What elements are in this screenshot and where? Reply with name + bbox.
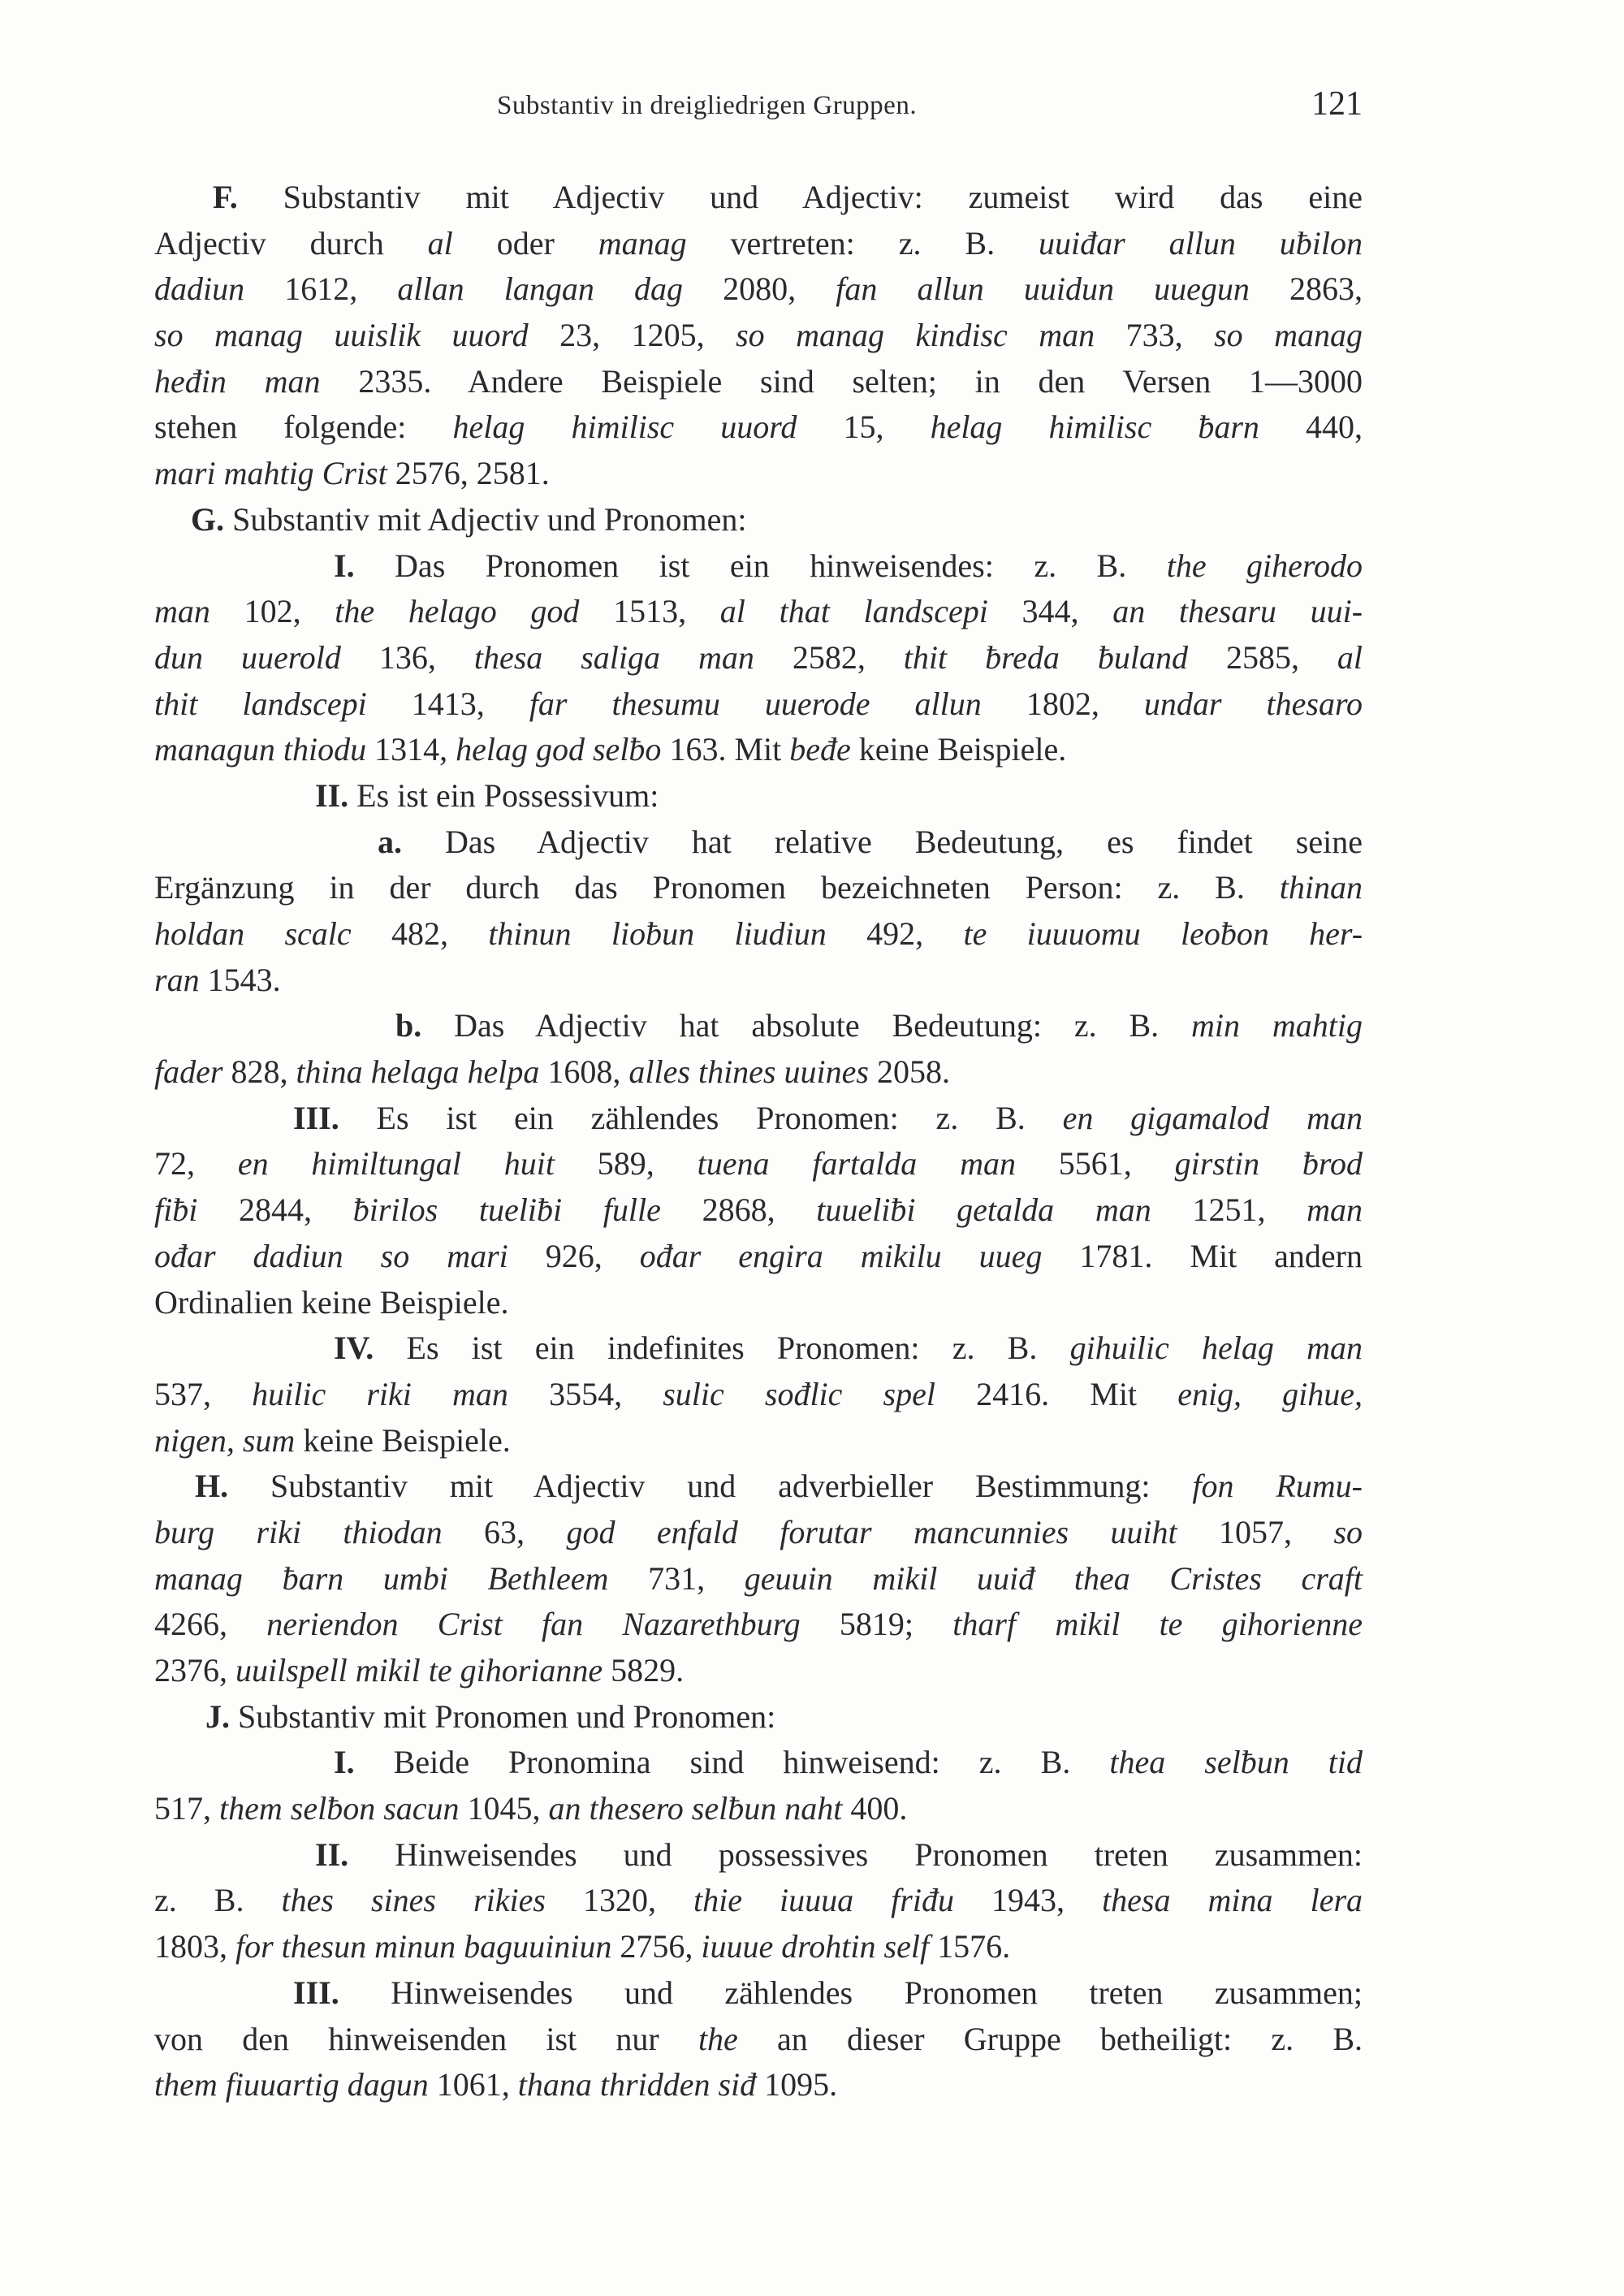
old-saxon-quotation: dadiun xyxy=(154,270,245,308)
old-saxon-quotation: holdan scalc xyxy=(154,915,352,952)
text-run: 1612, xyxy=(244,270,398,308)
page-number: 121 xyxy=(1311,85,1363,123)
text-run: 1045, xyxy=(459,1790,549,1827)
page-body-text xyxy=(154,175,1363,2108)
text-line xyxy=(154,819,1363,866)
text-line xyxy=(154,1234,1363,1280)
text-run: 63, xyxy=(442,1513,567,1550)
old-saxon-quotation: thina helaga helpa xyxy=(296,1053,540,1091)
text-run: 1781. Mit andern xyxy=(1042,1237,1363,1274)
old-saxon-quotation: huilic riki man xyxy=(252,1375,508,1412)
text-line xyxy=(154,958,1363,1004)
old-saxon-quotation: thie iuuua friđu xyxy=(693,1882,954,1919)
section-label: II. xyxy=(315,1836,349,1873)
text-run: Substantiv mit Adjectiv und Adjectiv: zumeist wird das eine xyxy=(237,179,1363,215)
old-saxon-quotation: beđe xyxy=(789,731,851,768)
old-saxon-quotation: far thesumu uuerode allun xyxy=(529,685,982,722)
text-line xyxy=(154,1878,1363,1924)
old-saxon-quotation: al xyxy=(427,224,453,262)
old-saxon-quotation: tuena fartalda man xyxy=(697,1145,1016,1183)
text-run: 2080, xyxy=(683,270,836,308)
text-run: Hinweisendes und zählendes Pronomen treten zusammen; xyxy=(339,1974,1363,2011)
section-label: II. xyxy=(315,776,349,814)
text-line xyxy=(154,221,1363,267)
old-saxon-quotation: so manag xyxy=(1214,317,1363,354)
text-line xyxy=(154,497,1363,543)
text-line xyxy=(154,1141,1363,1187)
text-run: 492, xyxy=(826,915,964,952)
old-saxon-quotation: an thesaru uui- xyxy=(1112,593,1363,630)
old-saxon-quotation: geuuin mikil uuiđ thea Cristes craft xyxy=(744,1559,1363,1597)
section-label: a. xyxy=(378,823,402,860)
old-saxon-quotation: uuiđar allun uƀilon xyxy=(1039,224,1363,262)
text-run: 1513, xyxy=(579,593,720,630)
text-run: Substantiv mit Adjectiv und adverbieller Bestimmung: xyxy=(228,1468,1193,1505)
old-saxon-quotation: fan allun uuidun uuegun xyxy=(836,270,1250,308)
text-run: 3554, xyxy=(508,1375,663,1412)
text-line xyxy=(154,175,1363,221)
text-run: von den hinweisenden ist nur xyxy=(154,2020,698,2057)
text-line xyxy=(154,1418,1363,1464)
old-saxon-quotation: the xyxy=(698,2020,738,2057)
text-run: 589, xyxy=(554,1145,698,1183)
text-line xyxy=(154,1510,1363,1556)
old-saxon-quotation: te iuuuomu leoƀon her- xyxy=(963,915,1363,952)
text-run: Das Adjectiv hat absolute Bedeutung: z. B. xyxy=(421,1007,1191,1044)
section-label: F. xyxy=(213,179,238,215)
text-line xyxy=(154,681,1363,728)
text-run: Das Pronomen ist ein hinweisendes: z. B. xyxy=(354,547,1167,584)
text-line xyxy=(154,404,1363,451)
text-run: 5561, xyxy=(1015,1145,1175,1183)
section-label: I. xyxy=(334,1744,355,1781)
old-saxon-quotation: thes sines rikies xyxy=(281,1882,546,1919)
text-run: 2844, xyxy=(197,1191,353,1229)
old-saxon-quotation: fiƀi xyxy=(154,1191,198,1229)
text-line xyxy=(154,1003,1363,1049)
old-saxon-quotation: helag god selƀo xyxy=(456,731,662,768)
text-run: 23, 1205, xyxy=(528,317,736,354)
text-run: keine Beispiele. xyxy=(295,1421,511,1459)
text-run: 2582, xyxy=(754,638,904,676)
section-label: H. xyxy=(195,1468,229,1505)
old-saxon-quotation: an thesero selƀun naht xyxy=(548,1790,843,1827)
text-run: Substantiv mit Pronomen und Pronomen: xyxy=(230,1697,776,1735)
old-saxon-quotation: tharf mikil te gihorienne xyxy=(952,1606,1363,1643)
text-line xyxy=(154,451,1363,497)
old-saxon-quotation: en himiltungal huit xyxy=(237,1145,555,1183)
old-saxon-quotation: undar thesaro xyxy=(1143,685,1363,722)
text-line xyxy=(154,1970,1363,2017)
text-run: 1413, xyxy=(366,685,529,722)
section-label: G. xyxy=(191,500,225,538)
old-saxon-quotation: the giherodo xyxy=(1166,547,1363,584)
text-run: Es ist ein Possessivum: xyxy=(348,776,659,814)
text-line xyxy=(154,727,1363,773)
old-saxon-quotation: neriendon Crist fan Nazarethburg xyxy=(266,1606,801,1643)
text-line xyxy=(154,2017,1363,2063)
old-saxon-quotation: so manag kindisc man xyxy=(736,317,1095,354)
text-run: z. B. xyxy=(154,1882,282,1919)
text-run: 2335. Andere Beispiele sind selten; in den Versen 1—3000 xyxy=(320,362,1363,400)
old-saxon-quotation: girstin ƀrod xyxy=(1174,1145,1363,1183)
text-line xyxy=(154,911,1363,958)
old-saxon-quotation: min mahtig xyxy=(1191,1007,1363,1044)
old-saxon-quotation: enig, gihue, xyxy=(1177,1375,1363,1412)
text-run: 2863, xyxy=(1249,270,1363,308)
text-run: 1057, xyxy=(1177,1513,1334,1550)
running-head: Substantiv in dreigliedrigen Gruppen. xyxy=(497,91,918,120)
text-run: Es ist ein zählendes Pronomen: z. B. xyxy=(339,1099,1063,1136)
old-saxon-quotation: fader xyxy=(154,1053,223,1091)
text-run: oder xyxy=(452,224,598,262)
text-run: 1095. xyxy=(756,2066,838,2104)
old-saxon-quotation: for thesun minun baguuiniun xyxy=(235,1928,612,1965)
old-saxon-quotation: helag himilisc ƀarn xyxy=(930,409,1259,446)
old-saxon-quotation: thea selƀun tid xyxy=(1109,1744,1363,1781)
old-saxon-quotation: thit ƀreda ƀuland xyxy=(903,638,1188,676)
text-run: 733, xyxy=(1095,317,1215,354)
old-saxon-quotation: dun uuerold xyxy=(154,638,341,676)
text-run: 5829. xyxy=(603,1652,685,1688)
text-run: 2868, xyxy=(660,1191,817,1229)
text-run: vertreten: z. B. xyxy=(686,224,1039,262)
text-run: 1314, xyxy=(366,731,456,768)
text-run: 1803, xyxy=(154,1928,235,1965)
text-run: 440, xyxy=(1259,409,1363,446)
text-run: 2576, 2581. xyxy=(387,455,550,492)
old-saxon-quotation: ođar engira mikilu uueg xyxy=(639,1237,1043,1274)
old-saxon-quotation: man xyxy=(1307,1191,1363,1229)
text-line xyxy=(154,1464,1363,1510)
text-run: 926, xyxy=(508,1237,640,1274)
old-saxon-quotation: thinun lioƀun liudiun xyxy=(488,915,827,952)
text-run: 400. xyxy=(842,1790,908,1827)
old-saxon-quotation: them fiuuartig dagun xyxy=(154,2066,429,2104)
text-line xyxy=(154,359,1363,405)
text-run: 102, xyxy=(209,593,335,630)
text-run: 1251, xyxy=(1151,1191,1307,1229)
old-saxon-quotation: so xyxy=(1333,1513,1363,1550)
text-line xyxy=(154,865,1363,911)
text-run: 537, xyxy=(154,1375,253,1412)
old-saxon-quotation: them selƀon sacun xyxy=(219,1790,460,1827)
text-line xyxy=(154,1280,1363,1326)
old-saxon-quotation: sulic sođlic spel xyxy=(663,1375,935,1412)
old-saxon-quotation: burg riki thiodan xyxy=(154,1513,443,1550)
text-line xyxy=(154,589,1363,635)
section-label: I. xyxy=(334,547,355,584)
text-run: Es ist ein indefinites Pronomen: z. B. xyxy=(374,1330,1070,1367)
old-saxon-quotation: thesa mina lera xyxy=(1102,1882,1363,1919)
text-run: 1576. xyxy=(929,1928,1011,1965)
text-run: Ordinalien keine Beispiele. xyxy=(154,1283,509,1321)
old-saxon-quotation: manag xyxy=(598,224,687,262)
text-run: 1543. xyxy=(199,961,281,998)
text-run: stehen folgende: xyxy=(154,409,453,446)
text-run: 731, xyxy=(608,1559,745,1597)
old-saxon-quotation: allan langan dag xyxy=(397,270,683,308)
text-run: 1061, xyxy=(428,2066,518,2104)
text-line xyxy=(154,2062,1363,2108)
old-saxon-quotation: man xyxy=(154,593,210,630)
text-line xyxy=(154,1372,1363,1418)
old-saxon-quotation: tuueliƀi getalda man xyxy=(816,1191,1151,1229)
old-saxon-quotation: thana thridden siđ xyxy=(517,2066,757,2104)
text-run: 136, xyxy=(340,638,474,676)
text-run: 1943, xyxy=(953,1882,1103,1919)
text-line xyxy=(154,1740,1363,1786)
text-run: Adjectiv durch xyxy=(154,224,428,262)
old-saxon-quotation: al xyxy=(1337,638,1363,676)
old-saxon-quotation: iuuue drohtin self xyxy=(701,1928,930,1965)
section-label: b. xyxy=(395,1007,422,1044)
text-line xyxy=(154,1096,1363,1142)
text-line xyxy=(154,1325,1363,1372)
old-saxon-quotation: manag ƀarn umbi Bethleem xyxy=(154,1559,609,1597)
section-label: IV. xyxy=(334,1330,374,1367)
text-run: 2416. Mit xyxy=(935,1375,1178,1412)
text-run: 2585, xyxy=(1187,638,1337,676)
text-run: keine Beispiele. xyxy=(850,731,1067,768)
old-saxon-quotation: en gigamalod man xyxy=(1062,1099,1363,1136)
text-line xyxy=(154,1924,1363,1970)
text-line xyxy=(154,1602,1363,1648)
old-saxon-quotation: al that landscepi xyxy=(719,593,988,630)
text-run: 163. Mit xyxy=(661,731,790,768)
text-run: 2376, xyxy=(154,1652,235,1688)
text-line xyxy=(154,635,1363,681)
text-line xyxy=(154,1187,1363,1234)
text-line xyxy=(154,1786,1363,1832)
old-saxon-quotation: thit landscepi xyxy=(154,685,367,722)
text-run: Substantiv mit Adjectiv und Pronomen: xyxy=(224,500,747,538)
text-run: Das Adjectiv hat relative Bedeutung, es findet seine xyxy=(402,823,1363,860)
old-saxon-quotation: thinan xyxy=(1279,869,1363,906)
section-label: J. xyxy=(205,1697,230,1735)
section-label: III. xyxy=(293,1099,339,1136)
text-line xyxy=(154,1832,1363,1879)
text-run: 344, xyxy=(987,593,1113,630)
old-saxon-quotation: god enfald forutar mancunnies uuiht xyxy=(566,1513,1177,1550)
old-saxon-quotation: so manag uuislik uuord xyxy=(154,317,529,354)
old-saxon-quotation: helag himilisc uuord xyxy=(452,409,797,446)
text-line xyxy=(154,313,1363,359)
old-saxon-quotation: fon Rumu- xyxy=(1192,1468,1363,1505)
text-run: 2058. xyxy=(868,1053,950,1091)
old-saxon-quotation: ran xyxy=(154,961,200,998)
text-line xyxy=(154,773,1363,819)
text-run: 15, xyxy=(797,409,931,446)
old-saxon-quotation: managun thiodu xyxy=(154,731,367,768)
text-line xyxy=(154,543,1363,590)
old-saxon-quotation: thesa saliga man xyxy=(473,638,754,676)
old-saxon-quotation: ƀirilos tueliƀi fulle xyxy=(352,1191,661,1229)
text-run: 4266, xyxy=(154,1606,267,1643)
text-run: 828, xyxy=(222,1053,296,1091)
old-saxon-quotation: gihuilic helag man xyxy=(1069,1330,1363,1367)
text-line xyxy=(154,266,1363,313)
text-line xyxy=(154,1694,1363,1740)
text-run: Ergänzung in der durch das Pronomen bezeichneten Person: z. B. xyxy=(154,869,1280,906)
old-saxon-quotation: ođar dadiun so mari xyxy=(154,1237,508,1274)
old-saxon-quotation: the helago god xyxy=(335,593,580,630)
text-run: Hinweisendes und possessives Pronomen treten zusammen: xyxy=(348,1836,1363,1873)
text-line xyxy=(154,1556,1363,1602)
text-run: 517, xyxy=(154,1790,219,1827)
text-run: 1802, xyxy=(981,685,1144,722)
old-saxon-quotation: heđin man xyxy=(154,362,321,400)
old-saxon-quotation: mari mahtig Crist xyxy=(154,455,387,492)
text-run: 2756, xyxy=(611,1928,702,1965)
text-run: 5819; xyxy=(800,1606,953,1643)
old-saxon-quotation: uuilspell mikil te gihorianne xyxy=(235,1652,603,1688)
old-saxon-quotation: nigen, sum xyxy=(154,1421,296,1459)
text-run: 72, xyxy=(154,1145,238,1183)
old-saxon-quotation: alles thines uuines xyxy=(628,1053,869,1091)
text-run: Beide Pronomina sind hinweisend: z. B. xyxy=(354,1744,1110,1781)
text-run: an dieser Gruppe betheiligt: z. B. xyxy=(737,2020,1363,2057)
text-run: 482, xyxy=(351,915,489,952)
text-line xyxy=(154,1648,1363,1694)
text-run: 1608, xyxy=(539,1053,629,1091)
text-run: 1320, xyxy=(545,1882,693,1919)
section-label: III. xyxy=(293,1974,339,2011)
text-line xyxy=(154,1049,1363,1096)
